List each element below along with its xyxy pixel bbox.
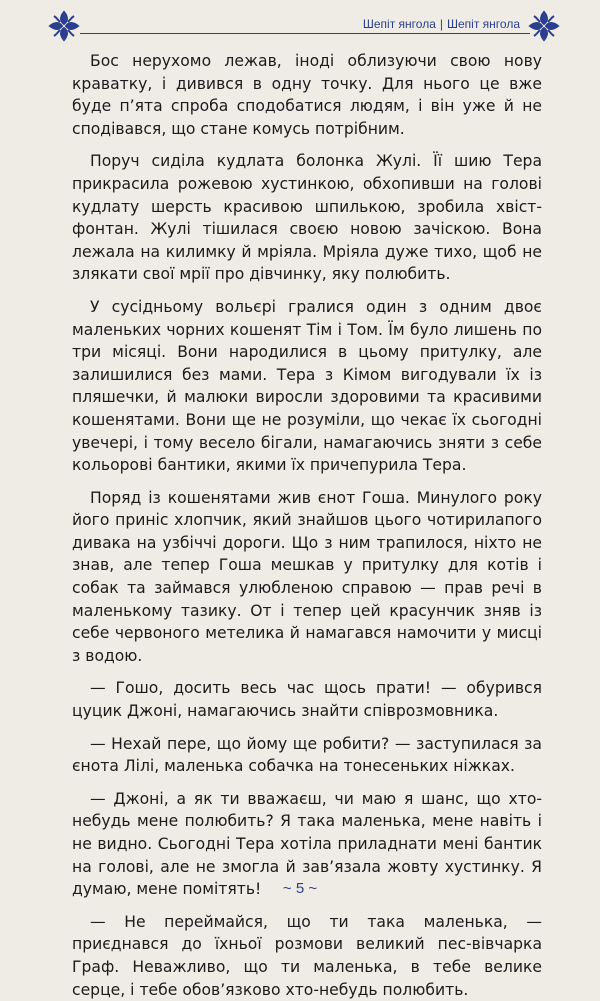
running-head — [363, 17, 520, 31]
dialogue-paragraph: — Гошо, досить весь час щось прати! — обурився цуцик Джоні, намагаючись знайти співрозмовника. — [72, 679, 542, 721]
dialogue-paragraph: — Джоні, а як ти вважаєш, чи маю я шанс, що хто-небудь мене полюбить? Я така маленька, мене навіть і не видно. Сьогодні Тера хотіла приладнати мені бантик на голові, але не змогла й зав’язала жовту хустинку. Я думаю, мене помітять! — [72, 789, 542, 899]
header-rule — [80, 33, 530, 34]
paragraph: Поряд із кошенятами жив єнот Гоша. Минулого року його приніс хлопчик, який знайшов цього чотирилапого дивака на узбіччі дороги. Що з ним трапилося, ніхто не знав, але тепер Гоша мешкав у притулку для котів і собак та займався улюбленою справою — прав речі в маленькому тазику. От і тепер цей красунчик зняв із себе червоного метелика й намагався намочити у мисці з водою. — [72, 488, 542, 665]
dialogue-paragraph: — Нехай пере, що йому ще робити? — заступилася за єнота Лілі, маленька собачка на тонесеньких ніжках. — [72, 734, 542, 776]
running-head-left: Шепіт янгола — [362, 17, 436, 31]
body-text — [72, 50, 542, 1001]
paragraph: Поруч сиділа кудлата болонка Жулі. Її шию Тера прикрасила рожевою хустинкою, обхопивши на голові кудлату шерсть красивою шпилькою, зробила хвіст-фонтан. Жулі тішилася своєю новою зачіскою. Вона лежала на килимку й мріяла. Мріяла дуже тихо, щоб не злякати свої мрії про дівчинку, яку полюбить. — [72, 152, 542, 284]
running-head-right: Шепіт янгола — [447, 17, 520, 31]
fleur-ornament-icon — [46, 8, 82, 44]
dialogue-paragraph: — Не переймайся, що ти така маленька, — приєднався до їхньої розмови великий пес-вівчарка Граф. Неважливо, що ти маленька, в тебе велике серце, і тебе обов’язково хто-небудь полюбить. — [72, 912, 542, 999]
page-header — [0, 0, 600, 50]
fleur-ornament-icon — [526, 8, 562, 44]
running-head-separator: | — [439, 17, 443, 31]
paragraph: У сусідньому вольєрі гралися один з одним двоє маленьких чорних кошенят Тім і Том. Їм було лишень по три місяці. Вони народилися в цьому притулку, але залишилися без мами. Тера з Кімом вигодували їх із пляшечки, й малюки виросли здоровими та красивими кошенятами. Вони ще не розуміли, що чекає їх сьогодні увечері, і тому весело бігали, намагаючись зняти з себе кольорові бантики, якими їх причепурила Тера. — [72, 297, 542, 475]
paragraph: Бос нерухомо лежав, іноді облизуючи свою нову краватку, і дивився в одну точку. Для нього це вже буде п’ята спроба сподобатися людям, і він уже й не сподівався, що стане комусь потрібним. — [72, 52, 542, 138]
page-number: ~ 5 ~ — [282, 880, 318, 897]
